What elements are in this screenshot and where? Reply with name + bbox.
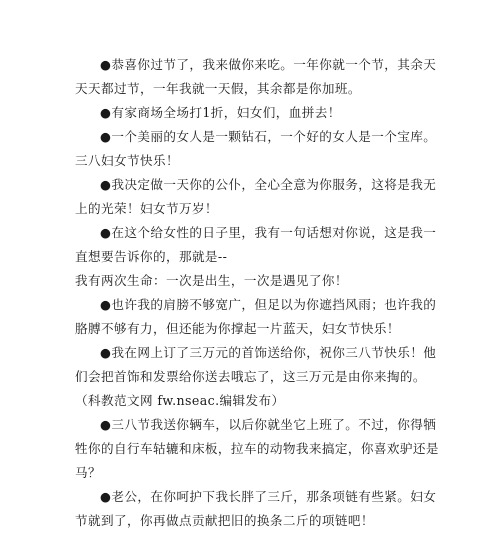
text-line: 们会把首饰和发票给你送去哦忘了，这三万元是由你来掏的。 — [75, 369, 426, 384]
text-line: 马？ — [75, 465, 101, 480]
source-note: （科教范文网 fw.nseac.编辑发布） — [75, 393, 285, 408]
text-line: ●我在网上订了三万元的首饰送给你，祝你三八节快乐！他 — [100, 345, 437, 360]
text-line: ●老公，在你呵护下我长胖了三斤，那条项链有些紧。妇女 — [100, 489, 437, 504]
text-line: ●三八节我送你辆车，以后你就坐它上班了。不过，你得牺 — [100, 417, 437, 432]
text-line: ●一个美丽的女人是一颗钻石，一个好的女人是一个宝库。 — [100, 129, 437, 144]
text-line: ●我决定做一天你的公仆，全心全意为你服务，这将是我无 — [100, 177, 437, 192]
text-line: 节就到了，你再做点贡献把旧的换条二斤的项链吧！ — [75, 513, 374, 528]
text-line: 胳膊不够有力，但还能为你撑起一片蓝天，妇女节快乐！ — [75, 321, 400, 336]
text-line: ●在这个给女性的日子里，我有一句话想对你说，这是我一 — [100, 225, 437, 240]
text-line: 我有两次生命：一次是出生，一次是遇见了你！ — [75, 273, 348, 288]
text-line: 牲你的自行车轱辘和床板，拉车的动物我来搞定，你喜欢驴还是 — [75, 441, 439, 456]
text-line: 三八妇女节快乐！ — [75, 153, 179, 168]
text-line: ●恭喜你过节了，我来做你来吃。一年你就一个节，其余天 — [100, 57, 437, 72]
text-line: 上的光荣！妇女节万岁！ — [75, 201, 218, 216]
text-line: ●也许我的肩膀不够宽广，但足以为你遮挡风雨；也许我的 — [100, 297, 437, 312]
text-line: 天天都过节，一年我就一天假，其余都是你加班。 — [75, 81, 361, 96]
text-line: ●有家商场全场打1折，妇女们，血拼去！ — [100, 105, 341, 120]
text-line: 直想要告诉你的，那就是-- — [75, 249, 228, 264]
document-body — [75, 53, 439, 533]
